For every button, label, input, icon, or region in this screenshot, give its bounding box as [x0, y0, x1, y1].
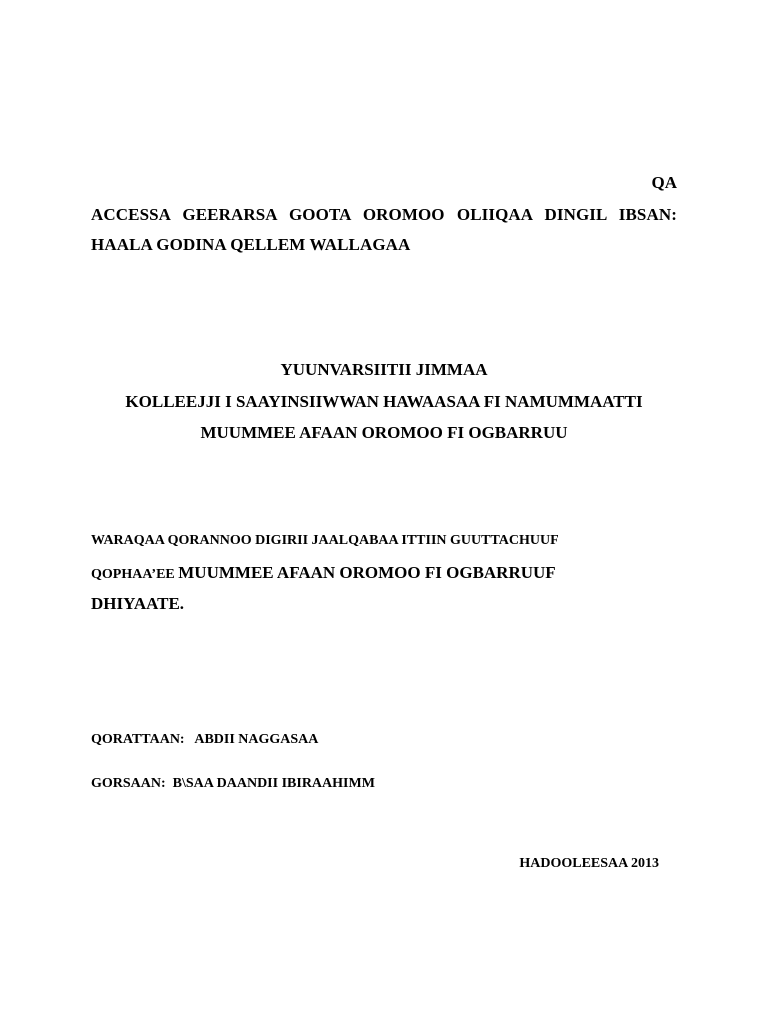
purpose-line-2-main: MUUMMEE AFAAN OROMOO FI OGBARRUUF — [178, 563, 556, 582]
author-line — [91, 732, 318, 748]
department-name: MUUMMEE AFAAN OROMOO FI OGBARRUU — [200, 423, 568, 442]
thesis-title-line-2: HAALA GODINA QELLEM WALLAGAA — [91, 235, 411, 254]
thesis-title-line-1: ACCESSA GEERARSA GOOTA OROMOO OLIIQAA DINGIL IBSAN: — [91, 205, 677, 224]
advisor-label: GORSAAN: — [91, 776, 166, 791]
advisor-line — [91, 776, 375, 792]
purpose-line-3: DHIYAATE. — [91, 594, 185, 613]
author-label: QORATTAAN: — [91, 732, 185, 747]
purpose-line-1: WARAQAA QORANNOO DIGIRII JAALQABAA ITTIIN GUUTTACHUUF — [91, 533, 559, 548]
corner-label: QA — [651, 173, 677, 192]
purpose-line-2 — [91, 563, 556, 583]
college-name: KOLLEEJJI I SAAYINSIIWWAN HAWAASAA FI NAMUMMAATTI — [125, 392, 643, 411]
advisor-name: B\SAA DAANDII IBIRAAHIMM — [172, 776, 375, 791]
purpose-line-2-prefix: QOPHAA’EE — [91, 567, 175, 582]
university-name: YUUNVARSIITII JIMMAA — [280, 360, 488, 379]
author-name: ABDII NAGGASAA — [194, 732, 319, 747]
submission-date: HADOOLEESAA 2013 — [519, 856, 659, 871]
